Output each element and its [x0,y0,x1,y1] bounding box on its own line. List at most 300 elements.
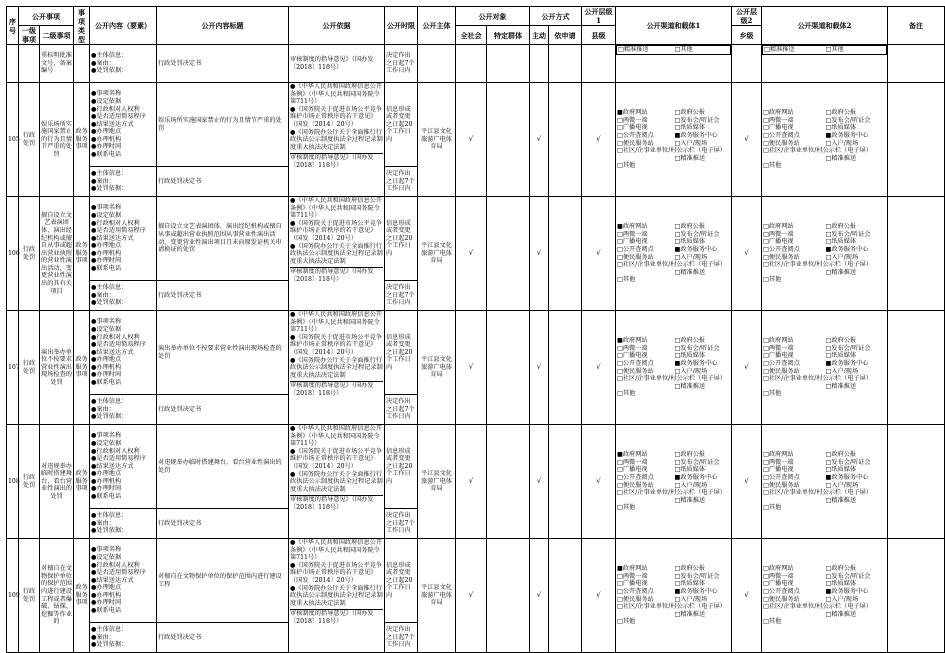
list-line: ●主体信息： [91,284,128,292]
row-content-a [90,197,157,281]
list-line: ●办理地点 [91,470,122,478]
row-county: √ [582,539,616,653]
row-all-society: √ [456,311,487,425]
list-line: □精准推送 [764,46,795,53]
list-line: □公开查阅点 [763,131,800,139]
row-seq: 106 [7,197,19,311]
row-level1: 行政处罚 [19,83,40,197]
list-line: ●《国务院关于促进市场公平竞争维护市场正常秩序的若干意见》（国发〔2014〕20号） [290,561,383,584]
list-line: ●《国务院关于促进市场公平竞争维护市场正常秩序的若干意见》（国发〔2014〕20号） [290,333,383,356]
list-line: □精准推送 [674,496,706,504]
row-channel1 [616,83,732,197]
list-line: ●是否适用简易程序 [91,455,146,463]
row-level2: 娱乐场所实施国家禁止的行为且情节严重的处罚 [40,83,74,197]
list-line: □广播电视 [763,238,794,246]
list-line: ●《国务院办公厅关于全面推行行政执法公示制度执法全过程记录制度重大执法决定法制 [290,356,383,379]
list-line: □广播电视 [763,466,794,474]
row-active: √ [530,311,549,425]
row-subject: 平江县文化旅游广电体育局 [418,311,456,425]
partial-content [90,45,157,83]
row-county: √ [582,83,616,197]
list-line: □入户/现场 [674,595,708,603]
col-township: 乡级 [732,26,762,45]
list-line: ●事项名称 [91,204,122,212]
list-line: □纸质媒体 [825,580,857,588]
row-channel2 [762,425,888,539]
row-content-a [90,83,157,167]
list-line: ●是否适用简易程序 [91,227,146,235]
list-line: ●行政相对人权利 [91,219,140,227]
list-line: □便民服务站 [763,595,800,603]
col-basis: 公开依据 [289,7,385,45]
row-type: 政务服务事项 [74,311,90,425]
list-line: ●处罚依据： [91,527,128,535]
list-line: □便民服务站 [617,367,654,375]
list-line: □政府网站 [763,337,794,345]
list-line: ●《中华人民共和国政府信息公开条例》（中华人民共和国国务院令第711号） [290,83,383,106]
col-time-limit: 公开时限 [385,7,418,45]
row-type: 政务服务事项 [74,539,90,653]
list-line: ●案由： [91,59,115,67]
list-line: □公开查阅点 [763,473,800,481]
list-line: ●案由： [91,519,115,527]
row-level2: 对违规举办临时搭建舞台、看台营业性演出的处罚 [40,425,74,539]
list-line: ●《国务院办公厅关于全面推行行政执法公示制度执法全过程记录制度重大执法决定法制 [290,242,383,265]
list-line: □两微一端 [617,458,648,466]
list-line: □发布会/听证会 [674,458,720,466]
list-line: □两微一端 [763,572,794,580]
list-line: ●处罚依据： [91,67,128,75]
list-line: ●行政相对人权利 [91,447,140,455]
list-line: □便民服务站 [617,481,654,489]
list-line: □其他 [617,618,636,626]
list-line: ●设定依据 [91,211,122,219]
list-line: ●是否适用简易程序 [91,113,146,121]
list-line: □便民服务站 [617,595,654,603]
list-line: □社区/企事业单位/村公示栏（电子屏） [763,261,873,269]
disclosure-sheet [6,6,923,649]
row-channel2 [762,197,888,311]
list-line: □其他 [674,46,693,53]
row-time-a: 信息形成或者变更之日起20个工作日内 [385,425,418,509]
row-title-b: 行政处罚决定书 [157,509,289,539]
col-subject: 公开主体 [418,7,456,45]
row-channel2 [762,83,888,197]
list-line: □两微一端 [763,230,794,238]
col-level2: 公开层级2 [732,7,762,26]
row-basis [289,197,385,311]
list-line: □政府公报 [825,109,857,117]
list-line: □入户/现场 [825,595,859,603]
list-line: ●联系电话 [91,265,122,273]
table-row [7,311,945,395]
list-line: ■政务服务中心 [825,587,869,595]
list-line: □纸质媒体 [674,124,706,132]
list-line: □入户/现场 [825,367,859,375]
list-line: □其他 [617,390,636,398]
list-line: ●主体信息： [91,398,128,406]
basis-tail: 审核制度的指导意见》（国办发〔2018〕118号） [290,609,383,625]
list-line: □公开查阅点 [763,245,800,253]
disclosure-table [6,6,945,653]
row-content-a [90,311,157,395]
list-line: □发布会/听证会 [674,344,720,352]
list-line: ●行政相对人权利 [91,561,140,569]
list-line: □精准推送 [825,610,857,618]
list-line: □便民服务站 [763,253,800,261]
list-line: ●行政相对人权利 [91,105,140,113]
row-all-society: √ [456,83,487,197]
list-line: ●处罚依据： [91,641,128,649]
list-line: □政府公报 [825,223,857,231]
row-township: √ [732,425,762,539]
list-line: □社区/企事业单位/村公示栏（电子屏） [617,603,727,611]
list-line: □精准推送 [825,382,857,390]
list-line: □政府网站 [763,565,794,573]
list-line: □社区/企事业单位/村公示栏（电子屏） [617,147,727,155]
row-content-a [90,539,157,623]
partial-time: 决定作出之日起7个工作日内 [385,45,418,83]
row-seq: 109 [7,539,19,653]
list-line: □纸质媒体 [825,124,857,132]
list-line: □两微一端 [617,344,648,352]
col-content: 公开内容（要素） [90,7,157,45]
list-line: □发布会/听证会 [674,572,720,580]
row-content-b [90,281,157,311]
list-line: □公开查阅点 [763,587,800,595]
list-line: □社区/企事业单位/村公示栏（电子屏） [617,261,727,269]
col-on-request: 依申请 [549,26,582,45]
list-line: □广播电视 [763,124,794,132]
list-line: ●《国务院办公厅关于全面推行行政执法公示制度执法全过程记录制度重大执法决定法制 [290,470,383,493]
list-line: □其他 [763,618,782,626]
list-line: ●办理时间 [91,143,122,151]
list-line: □精准推送 [825,496,857,504]
list-line: □发布会/听证会 [674,230,720,238]
row-channel1 [616,197,732,311]
list-line: □发布会/听证会 [825,116,871,124]
row-basis [289,83,385,197]
list-line: □入户/现场 [825,139,859,147]
list-line: □其他 [617,276,636,284]
list-line: ●结果送达方式 [91,348,134,356]
row-time-b: 决定作出之日起7个工作日内 [385,167,418,197]
list-line: □政府公报 [825,451,857,459]
col-active: 主动 [530,26,549,45]
row-all-society: √ [456,197,487,311]
list-line: □便民服务站 [763,367,800,375]
row-title-b: 行政处罚决定书 [157,395,289,425]
list-line: □公开查阅点 [617,245,654,253]
row-title-a: 擅自设立文艺表演团体、演出经纪机构或擅自从事或超出营业执照范围从事营业性演出活动、变更营业性演出项目且未向原发证机关申请换证的处罚 [157,197,289,281]
list-line: □其他 [763,504,782,512]
row-time-a: 信息形成或者变更之日起20个工作日内 [385,539,418,623]
list-line: □公开查阅点 [617,473,654,481]
row-seq: 105 [7,83,19,197]
list-line: □社区/企事业单位/村公示栏（电子屏） [763,147,873,155]
list-line: ●处罚依据： [91,413,128,421]
col-remark: 备注 [888,7,945,45]
list-line: ●主体信息： [91,512,128,520]
list-line: ●办理机构 [91,363,122,371]
list-line: ●《中华人民共和国政府信息公开条例》（中华人民共和国国务院令第711号） [290,425,383,448]
list-line: ●案由： [91,633,115,641]
list-line: □广播电视 [617,124,648,132]
list-line: □政府公报 [674,337,706,345]
list-line: □其他 [763,390,782,398]
list-line: ●主体信息： [91,170,128,178]
list-line: ■政府网站 [617,223,648,231]
list-line: □精准推送 [825,268,857,276]
row-county: √ [582,197,616,311]
row-type: 政务服务事项 [74,83,90,197]
list-line: □政府公报 [674,109,706,117]
list-line: □社区/企事业单位/村公示栏（电子屏） [763,489,873,497]
row-basis [289,425,385,539]
list-line: □政府公报 [825,565,857,573]
list-line: ■政务服务中心 [674,245,718,253]
list-line: □政府公报 [674,223,706,231]
col-channel2: 公开渠道和载体2 [762,7,888,45]
list-line: □精准推送 [674,268,706,276]
list-line: □政府公报 [674,565,706,573]
list-line: ●设定依据 [91,439,122,447]
list-line: ■政府网站 [617,451,648,459]
list-line: ■政务服务中心 [674,359,718,367]
row-type: 政务服务事项 [74,197,90,311]
row-active: √ [530,425,549,539]
list-line: □两微一端 [763,458,794,466]
list-line: □其他 [617,504,636,512]
list-line: □广播电视 [617,580,648,588]
row-channel2 [762,311,888,425]
row-content-b [90,623,157,653]
list-line: □纸质媒体 [825,238,857,246]
list-line: ●《国务院关于促进市场公平竞争维护市场正常秩序的若干意见》（国发〔2014〕20号） [290,219,383,242]
list-line: □纸质媒体 [825,466,857,474]
row-level1: 行政处罚 [19,311,40,425]
list-line: ●《国务院办公厅关于全面推行行政执法公示制度执法全过程记录制度重大执法决定法制 [290,128,383,151]
list-line: ■政府网站 [617,337,648,345]
list-line: ●结果送达方式 [91,234,134,242]
list-line: ●案由： [91,405,115,413]
list-line: ■政务服务中心 [825,245,869,253]
list-line: □社区/企事业单位/村公示栏（电子屏） [763,603,873,611]
row-time-b: 决定作出之日起7个工作日内 [385,395,418,425]
row-level2: 擅自设立文艺表演团体、演出经纪机构或擅自从事或超出营业执照的营业性演出活动、变更营业性演出的具有关项目 [40,197,74,311]
list-line: ●联系电话 [91,379,122,387]
list-line: ●联系电话 [91,607,122,615]
list-line: □政府公报 [825,337,857,345]
row-subject: 平江县文化旅游广电体育局 [418,83,456,197]
row-level2: 对擅自在文物保护单位的保护范围内进行建设工程或者爆破、钻探、挖掘等作业的 [40,539,74,653]
list-line: ●设定依据 [91,325,122,333]
col-county: 县级 [582,26,616,45]
row-township: √ [732,83,762,197]
list-line: ●处罚依据： [91,185,128,193]
list-line: ■政务服务中心 [825,473,869,481]
list-line: ●事项名称 [91,546,122,554]
basis-tail: 审核制度的指导意见》（国办发〔2018〕118号） [290,267,383,283]
list-line: □公开查阅点 [617,587,654,595]
row-time-a: 信息形成或者变更之日起20个工作日内 [385,311,418,395]
list-line: □两微一端 [617,116,648,124]
row-title-b: 行政处罚决定书 [157,623,289,653]
row-active: √ [530,539,549,653]
list-line: □发布会/听证会 [825,572,871,580]
list-line: □两微一端 [617,572,648,580]
list-line: ●主体信息： [91,52,128,60]
row-time-a: 信息形成或者变更之日起20个工作日内 [385,83,418,167]
list-line: □社区/企事业单位/村公示栏（电子屏） [617,375,727,383]
list-line: ■政务服务中心 [674,473,718,481]
list-line: □广播电视 [763,580,794,588]
list-line: □政府公报 [674,451,706,459]
table-row [7,425,945,509]
row-basis [289,311,385,425]
row-county: √ [582,311,616,425]
row-township: √ [732,539,762,653]
col-level1-item: 一级事项 [19,26,40,45]
list-line: ●办理地点 [91,356,122,364]
list-line: □入户/现场 [825,253,859,261]
list-line: □广播电视 [617,352,648,360]
col-method: 公开方式 [530,7,582,26]
list-line: ●是否适用简易程序 [91,341,146,349]
row-title-b: 行政处罚决定书 [157,167,289,197]
list-line: ●联系电话 [91,151,122,159]
row-subject: 平江县文化旅游广电体育局 [418,197,456,311]
row-content-a [90,425,157,509]
list-line: □入户/现场 [674,481,708,489]
row-title-a: 对擅自在文物保护单位的保护范围内进行建设工程 [157,539,289,623]
row-all-society: √ [456,425,487,539]
list-line: □其他 [763,162,782,170]
list-line: ●主体信息： [91,626,128,634]
list-line: ●办理时间 [91,371,122,379]
list-line: □纸质媒体 [674,238,706,246]
row-seq: 108 [7,425,19,539]
list-line: □纸质媒体 [674,466,706,474]
list-line: □纸质媒体 [825,352,857,360]
list-line: ●《中华人民共和国政府信息公开条例》（中华人民共和国国务院令第711号） [290,311,383,334]
list-line: □政府网站 [763,109,794,117]
list-line: ●办理地点 [91,584,122,592]
row-seq: 107 [7,311,19,425]
list-line: ■政府网站 [617,565,648,573]
list-line: ●办理机构 [91,591,122,599]
list-line: □广播电视 [617,466,648,474]
list-line: ●办理机构 [91,249,122,257]
basis-tail: 审核制度的指导意见》（国办发〔2018〕118号） [290,153,383,169]
list-line: ●《中华人民共和国政府信息公开条例》（中华人民共和国国务院令第711号） [290,539,383,562]
list-line: □两微一端 [763,344,794,352]
list-line: ●结果送达方式 [91,120,134,128]
list-line: □两微一端 [763,116,794,124]
list-line: □广播电视 [763,352,794,360]
list-line: ●处罚依据： [91,299,128,307]
row-type: 政务服务事项 [74,425,90,539]
partial-level2: 重标明批准文号、备案编号 [40,45,74,83]
list-line: ●联系电话 [91,493,122,501]
list-line: □入户/现场 [674,139,708,147]
row-title-a: 演出举办单位不按要求营业性演出现场检查的处罚 [157,311,289,395]
list-line: □政府网站 [763,451,794,459]
list-line: ●《中华人民共和国政府信息公开条例》（中华人民共和国国务院令第711号） [290,197,383,220]
list-line: ●事项名称 [91,318,122,326]
row-time-b: 决定作出之日起7个工作日内 [385,623,418,653]
row-subject: 平江县文化旅游广电体育局 [418,425,456,539]
list-line: ●办理机构 [91,135,122,143]
row-title-a: 娱乐场所实施国家禁止的行为且情节严重的处罚 [157,83,289,167]
table-row [7,197,945,281]
list-line: □社区/企事业单位/村公示栏（电子屏） [763,375,873,383]
list-line: ●《国务院关于促进市场公平竞争维护市场正常秩序的若干意见》（国发〔2014〕20号） [290,105,383,128]
row-level1: 行政处罚 [19,425,40,539]
row-title-a: 对违规举办临时搭建舞台、看台营业性演出的处罚 [157,425,289,509]
row-channel1 [616,539,732,653]
list-line: ●事项名称 [91,432,122,440]
row-all-society: √ [456,539,487,653]
list-line: □入户/现场 [674,367,708,375]
row-content-b [90,509,157,539]
list-line: □便民服务站 [763,139,800,147]
col-specific-group: 特定群体 [487,26,530,45]
list-line: □公开查阅点 [617,359,654,367]
row-subject: 平江县文化旅游广电体育局 [418,539,456,653]
row-level1: 行政处罚 [19,539,40,653]
list-line: ■政府网站 [617,109,648,117]
row-title-b: 行政处罚决定书 [157,281,289,311]
list-line: ●《国务院关于促进市场公平竞争维护市场正常秩序的若干意见》（国发〔2014〕20号） [290,447,383,470]
list-line: ■政务服务中心 [674,131,718,139]
list-line: ■政务服务中心 [825,359,869,367]
col-item-type: 事项类型 [74,7,90,45]
list-line: ●结果送达方式 [91,462,134,470]
list-line: □公开查阅点 [617,131,654,139]
list-line: □精准推送 [618,46,649,53]
basis-tail: 审核制度的指导意见》（国办发〔2018〕118号） [290,381,383,397]
list-line: □精准推送 [674,382,706,390]
row-township: √ [732,311,762,425]
list-line: ●《国务院办公厅关于全面推行行政执法公示制度执法全过程记录制度重大执法决定法制 [290,584,383,607]
row-township: √ [732,197,762,311]
list-line: □便民服务站 [617,253,654,261]
col-level1: 公开层级1 [582,7,616,26]
list-line: ●设定依据 [91,97,122,105]
list-line: ●办理地点 [91,242,122,250]
row-level2: 演出举办单位不按要求营业性演出现场检查的处罚 [40,311,74,425]
list-line: □公开查阅点 [763,359,800,367]
list-line: □纸质媒体 [674,580,706,588]
list-line: ●办理时间 [91,599,122,607]
row-channel1 [616,311,732,425]
list-line: □入户/现场 [674,253,708,261]
row-content-b [90,167,157,197]
list-line: □发布会/听证会 [674,116,720,124]
partial-title: 行政处罚决定书 [157,45,289,83]
col-level2-item: 二级事项 [40,26,74,45]
row-county: √ [582,425,616,539]
table-row [7,83,945,167]
row-active: √ [530,197,549,311]
list-line: □精准推送 [674,154,706,162]
list-line: ●办理时间 [91,485,122,493]
list-line: ●是否适用简易程序 [91,569,146,577]
list-line: □精准推送 [674,610,706,618]
col-seq: 序号 [7,7,19,45]
row-time-b: 决定作出之日起7个工作日内 [385,509,418,539]
